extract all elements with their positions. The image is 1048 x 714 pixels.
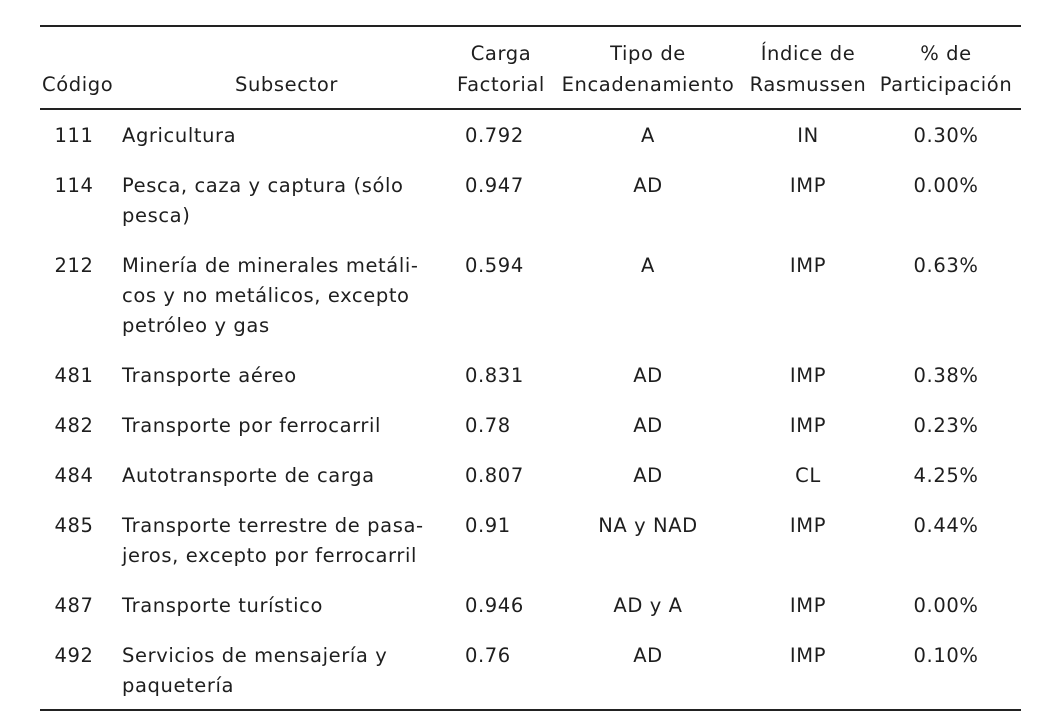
cell-participacion: 0.23% [913, 414, 979, 437]
cell-participacion: 4.25% [913, 464, 979, 487]
cell-tipo: A [641, 254, 655, 277]
cell-carga: 0.91 [465, 514, 511, 537]
cell-carga: 0.792 [465, 124, 524, 147]
cell-rasmussen: CL [795, 464, 821, 487]
cell-subsector [122, 631, 451, 710]
cell-participacion: 0.63% [913, 254, 979, 277]
subsector-table-container [40, 25, 1021, 711]
table-row [40, 631, 1021, 710]
cell-codigo: 485 [54, 514, 94, 537]
cell-subsector [122, 161, 451, 241]
cell-tipo: AD [633, 364, 663, 387]
cell-rasmussen: IMP [789, 514, 827, 537]
cell-tipo: A [641, 124, 655, 147]
subsector-line: paquetería [122, 674, 235, 697]
header-indice-rasmussen [745, 26, 871, 109]
cell-rasmussen: IMP [789, 364, 827, 387]
cell-codigo: 482 [54, 414, 94, 437]
table-header [40, 26, 1021, 109]
header-tipo-line2: Encadenamiento [561, 73, 735, 96]
header-carga-line2: Factorial [457, 73, 545, 96]
cell-tipo: AD [633, 644, 663, 667]
cell-tipo: AD [633, 414, 663, 437]
cell-tipo: AD [633, 174, 663, 197]
cell-tipo: AD [633, 464, 663, 487]
cell-subsector [122, 109, 451, 161]
header-rasmussen-line2: Rasmussen [749, 73, 867, 96]
cell-participacion: 0.44% [913, 514, 979, 537]
cell-carga: 0.831 [465, 364, 524, 387]
cell-tipo: NA y NAD [598, 514, 698, 537]
subsector-line: Transporte por ferrocarril [122, 414, 382, 437]
subsector-line: cos y no metálicos, excepto [122, 284, 410, 307]
subsector-line: Minería de minerales metáli- [122, 254, 419, 277]
header-tipo-encadenamiento [551, 26, 745, 109]
cell-codigo: 484 [54, 464, 94, 487]
subsector-line: jeros, excepto por ferrocarril [122, 544, 417, 567]
cell-carga: 0.947 [465, 174, 524, 197]
table-row [40, 451, 1021, 501]
table-row [40, 501, 1021, 581]
cell-participacion: 0.10% [913, 644, 979, 667]
header-participacion-line1: % de [920, 42, 972, 65]
cell-codigo: 114 [54, 174, 94, 197]
header-rasmussen-line1: Índice de [760, 42, 856, 65]
subsector-line: petróleo y gas [122, 314, 270, 337]
subsector-line: Transporte terrestre de pasa- [122, 514, 424, 537]
cell-subsector [122, 241, 451, 351]
cell-carga: 0.78 [465, 414, 511, 437]
cell-rasmussen: IMP [789, 174, 827, 197]
subsector-line: Pesca, caza y captura (sólo [122, 174, 404, 197]
table-row [40, 351, 1021, 401]
cell-participacion: 0.30% [913, 124, 979, 147]
table-row [40, 581, 1021, 631]
cell-participacion: 0.00% [913, 594, 979, 617]
table-row [40, 241, 1021, 351]
cell-tipo: AD y A [613, 594, 683, 617]
header-participacion [871, 26, 1021, 109]
cell-carga: 0.594 [465, 254, 524, 277]
header-subsector: Subsector [235, 73, 338, 96]
cell-codigo: 487 [54, 594, 94, 617]
subsector-line: Transporte turístico [122, 594, 324, 617]
cell-rasmussen: IMP [789, 414, 827, 437]
subsector-line: pesca) [122, 204, 191, 227]
cell-subsector [122, 351, 451, 401]
cell-participacion: 0.38% [913, 364, 979, 387]
cell-rasmussen: IMP [789, 644, 827, 667]
header-row [40, 26, 1021, 109]
cell-rasmussen: IMP [789, 594, 827, 617]
cell-subsector [122, 501, 451, 581]
header-carga-factorial [451, 26, 551, 109]
header-tipo-line1: Tipo de [610, 42, 686, 65]
cell-carga: 0.946 [465, 594, 524, 617]
subsector-line: Servicios de mensajería y [122, 644, 388, 667]
cell-codigo: 492 [54, 644, 94, 667]
cell-codigo: 111 [54, 124, 94, 147]
subsector-line: Transporte aéreo [122, 364, 297, 387]
header-codigo: Código [42, 73, 114, 96]
cell-codigo: 212 [54, 254, 94, 277]
cell-subsector [122, 581, 451, 631]
cell-subsector [122, 401, 451, 451]
cell-rasmussen: IN [797, 124, 819, 147]
cell-carga: 0.807 [465, 464, 524, 487]
subsector-table [40, 25, 1021, 711]
subsector-line: Agricultura [122, 124, 237, 147]
table-body [40, 109, 1021, 710]
table-row [40, 161, 1021, 241]
table-row [40, 109, 1021, 161]
header-participacion-line2: Participación [879, 73, 1013, 96]
header-carga-line1: Carga [470, 42, 532, 65]
cell-participacion: 0.00% [913, 174, 979, 197]
table-row [40, 401, 1021, 451]
cell-carga: 0.76 [465, 644, 511, 667]
subsector-line: Autotransporte de carga [122, 464, 375, 487]
cell-codigo: 481 [54, 364, 94, 387]
cell-subsector [122, 451, 451, 501]
cell-rasmussen: IMP [789, 254, 827, 277]
